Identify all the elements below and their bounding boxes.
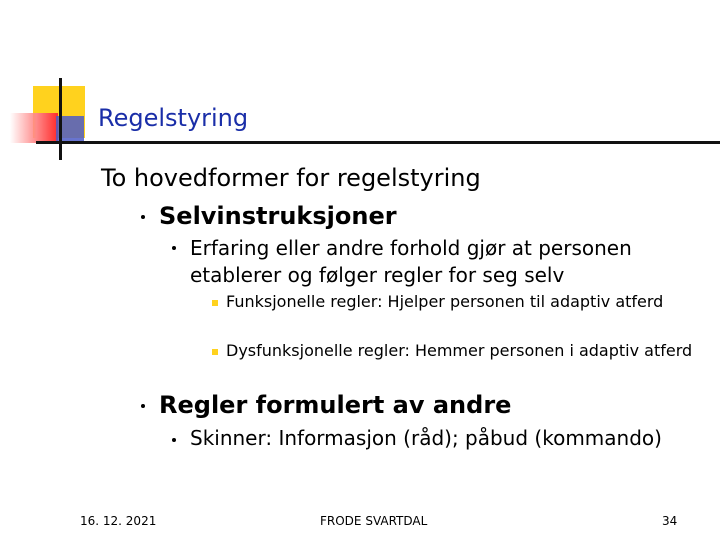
decor-red-bar	[10, 113, 58, 143]
sub-text-skinner: Skinner: Informasjon (råd); påbud (kommando)	[190, 426, 662, 450]
footer-date: 16. 12. 2021	[80, 514, 157, 528]
point-funksjonelle: Funksjonelle regler: Hjelper personen til adaptiv atferd	[226, 292, 664, 311]
bullet-square	[212, 300, 218, 306]
bullet-dot	[141, 404, 145, 408]
footer-author: FRODE SVARTDAL	[320, 514, 428, 528]
sub-text-erfaring: Erfaring eller andre forhold gjør at personen etablerer og følger regler for seg selv	[190, 236, 632, 287]
bullet-dot	[141, 215, 145, 219]
decor-vertical-line	[59, 78, 62, 160]
footer-page-number: 34	[662, 514, 678, 528]
main-heading: To hovedformer for regelstyring	[101, 164, 481, 192]
item-selvinstruksjoner: Selvinstruksjoner	[159, 202, 397, 230]
bullet-dot	[172, 246, 176, 250]
point-dysfunksjonelle: Dysfunksjonelle regler: Hemmer personen i adaptiv atferd	[226, 341, 693, 360]
item-regler-formulert: Regler formulert av andre	[159, 391, 512, 419]
slide-title: Regelstyring	[98, 104, 249, 132]
bullet-square	[212, 349, 218, 355]
title-underline	[36, 141, 720, 144]
bullet-dot	[172, 438, 176, 442]
